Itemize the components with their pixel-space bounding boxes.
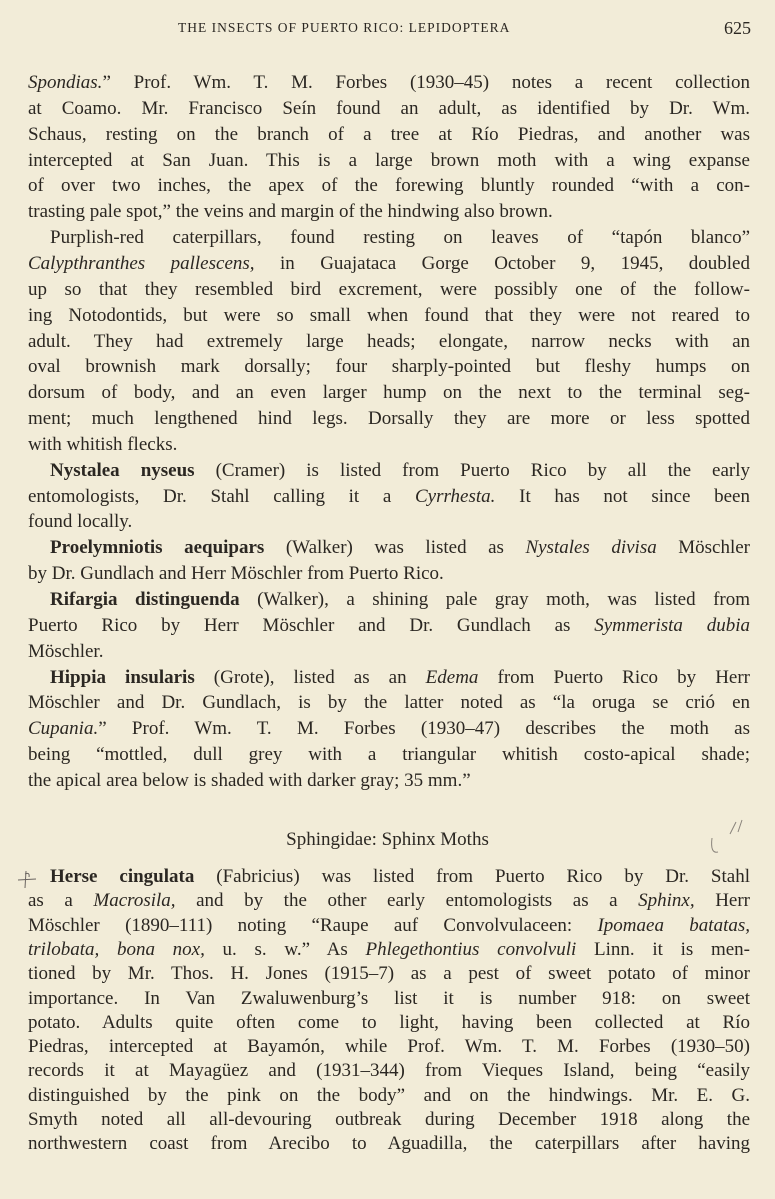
text-run: ” Prof. Wm. T. M. Forbes (1930–45) notes a recent collection — [102, 72, 750, 93]
text-line — [28, 1036, 750, 1058]
text-run: Piedras, intercepted at Bayamón, while Prof. Wm. T. M. Forbes (1930–50) — [28, 1036, 750, 1058]
text-line — [28, 744, 750, 766]
text-line — [28, 98, 750, 120]
text-line — [28, 866, 750, 888]
text-line — [28, 718, 750, 740]
text-line — [28, 460, 750, 482]
italic-term: Cyrrhesta. — [415, 485, 496, 507]
text-line — [28, 1085, 750, 1107]
section-heading: Sphingidae: Sphinx Moths — [286, 829, 489, 850]
text-run: Möschler (1890–111) noting “Raupe auf Convolvulaceen: — [28, 914, 598, 936]
page-header — [0, 18, 775, 42]
pencil-annotation-icon — [700, 818, 750, 868]
text-run: distinguished by the pink on the body” and on the hindwings. Mr. E. G. — [28, 1084, 750, 1106]
text-line — [28, 382, 750, 404]
species-name: Nystalea nyseus — [50, 459, 195, 481]
species-name: Rifargia distinguenda — [50, 589, 240, 610]
text-run: ment; much lengthened hind legs. Dorsally they are more or less spotted — [28, 408, 750, 430]
text-run: importance. In Van Zwaluwenburg’s list it is number 918: on sweet — [28, 987, 750, 1009]
italic-term: Sphinx, — [638, 890, 695, 912]
text-run: trasting pale spot,” the veins and margin of the hindwing also brown. — [28, 201, 553, 223]
italic-term: Edema — [425, 666, 479, 688]
text-line — [28, 537, 750, 559]
text-line — [28, 963, 750, 985]
text-line — [28, 1012, 750, 1034]
text-line — [28, 890, 750, 912]
text-line — [28, 770, 750, 792]
text-line — [28, 563, 750, 585]
species-name: Herse cingulata — [50, 866, 195, 887]
text-line — [28, 1133, 750, 1155]
text-run: Möschler and Dr. Gundlach, is by the latter noted as “la oruga se crió en — [28, 692, 750, 714]
text-run: the apical area below is shaded with darker gray; 35 mm.” — [28, 769, 471, 791]
text-line — [28, 331, 750, 353]
text-line — [28, 124, 750, 146]
text-run: Möschler — [656, 537, 750, 559]
running-title: THE INSECTS OF PUERTO RICO: LEPIDOPTERA — [178, 20, 511, 35]
text-run: by Dr. Gundlach and Herr Möschler from Puerto Rico. — [28, 563, 444, 585]
text-line — [28, 486, 750, 508]
italic-term: trilobata, bona nox, — [28, 938, 205, 960]
text-run: as a — [28, 890, 94, 912]
text-run: (Walker), a shining pale gray moth, was listed from — [239, 589, 750, 610]
italic-term: Phlegethontius convolvuli — [365, 938, 577, 960]
italic-term: Cupania. — [28, 718, 99, 740]
text-run: northwestern coast from Arecibo to Aguadilla, the caterpillars after having — [28, 1133, 750, 1155]
text-line — [28, 408, 750, 430]
text-run: Puerto Rico by Herr Möschler and Dr. Gundlach as — [28, 614, 595, 636]
page-number: 625 — [724, 18, 751, 38]
text-line — [28, 988, 750, 1010]
text-run: of over two inches, the apex of the forewing bluntly rounded “with a con- — [28, 175, 750, 197]
text-line — [28, 589, 750, 611]
text-line — [28, 356, 750, 378]
text-run: up so that they resembled bird excrement, were possibly one of the follow- — [28, 278, 750, 300]
text-run: ing Notodontids, but were so small when found that they were not reared to — [28, 304, 750, 326]
text-line — [28, 253, 750, 275]
text-run: found locally. — [28, 511, 133, 533]
italic-term: Nystales divisa — [525, 537, 657, 559]
italic-term: Macrosila, — [93, 890, 176, 912]
text-run: u. s. w.” As — [204, 938, 366, 960]
text-run: adult. They had extremely large heads; elongate, narrow necks with an — [28, 330, 750, 352]
pencil-margin-mark-icon — [16, 868, 38, 890]
italic-term: Symmerista dubia — [594, 614, 750, 636]
italic-term: Calypthranthes pallescens, — [28, 252, 255, 274]
text-line — [28, 692, 750, 714]
text-run: (Grote), listed as an — [194, 666, 426, 688]
text-run: Herr — [694, 890, 750, 912]
text-line — [28, 72, 750, 94]
text-line — [28, 175, 750, 197]
text-line — [28, 615, 750, 637]
text-run: in Guajataca Gorge October 9, 1945, doubled — [254, 252, 750, 274]
italic-term: Spondias. — [28, 72, 103, 93]
text-run: intercepted at San Juan. This is a large brown moth with a wing expanse — [28, 149, 750, 171]
text-run: Linn. it is men- — [576, 938, 750, 960]
text-line — [28, 279, 750, 301]
text-line — [28, 939, 750, 961]
species-name: Proelymniotis aequipars — [50, 537, 265, 559]
text-run: at Coamo. Mr. Francisco Seín found an adult, as identified by Dr. Wm. — [28, 97, 750, 119]
text-run: Smyth noted all all-devouring outbreak during December 1918 along the — [28, 1109, 750, 1130]
text-run: Purplish-red caterpillars, found resting on leaves of “tapón blanco” — [50, 227, 750, 249]
text-run: ” Prof. Wm. T. M. Forbes (1930–47) describes the moth as — [98, 718, 750, 740]
text-line — [28, 667, 750, 689]
text-line — [28, 150, 750, 172]
text-line — [28, 305, 750, 327]
text-run: entomologists, Dr. Stahl calling it a — [28, 485, 415, 507]
text-run: tioned by Mr. Thos. H. Jones (1915–7) as a pest of sweet potato of minor — [28, 963, 750, 985]
text-run: It has not since been — [495, 485, 750, 507]
species-name: Hippia insularis — [50, 666, 195, 688]
text-run: and by the other early entomologists as a — [175, 890, 639, 912]
text-line — [28, 201, 750, 223]
text-run: from Puerto Rico by Herr — [478, 666, 751, 688]
text-run: Möschler. — [28, 640, 104, 662]
text-run: oval brownish mark dorsally; four sharply-pointed but fleshy humps on — [28, 356, 750, 378]
text-line — [28, 1060, 750, 1082]
text-line — [28, 434, 750, 456]
text-run: (Fabricius) was listed from Puerto Rico by Dr. Stahl — [194, 866, 750, 887]
text-line — [28, 1109, 750, 1131]
text-run: with whitish flecks. — [28, 433, 178, 455]
text-line — [28, 641, 750, 663]
text-line — [28, 227, 750, 249]
text-run: records it at Mayagüez and (1931–344) from Vieques Island, being “easily — [28, 1060, 750, 1082]
text-line — [28, 511, 750, 533]
text-run: (Cramer) is listed from Puerto Rico by all the early — [194, 459, 751, 481]
text-run: (Walker) was listed as — [264, 537, 526, 559]
text-line — [28, 915, 750, 937]
text-run: dorsum of body, and an even larger hump on the next to the terminal seg- — [28, 382, 750, 404]
text-run: potato. Adults quite often come to light, having been collected at Río — [28, 1011, 750, 1033]
text-run: Schaus, resting on the branch of a tree at Río Piedras, and another was — [28, 123, 750, 145]
italic-term: Ipomaea batatas, — [597, 914, 750, 936]
text-run: being “mottled, dull grey with a triangular whitish costo-apical shade; — [28, 744, 750, 766]
